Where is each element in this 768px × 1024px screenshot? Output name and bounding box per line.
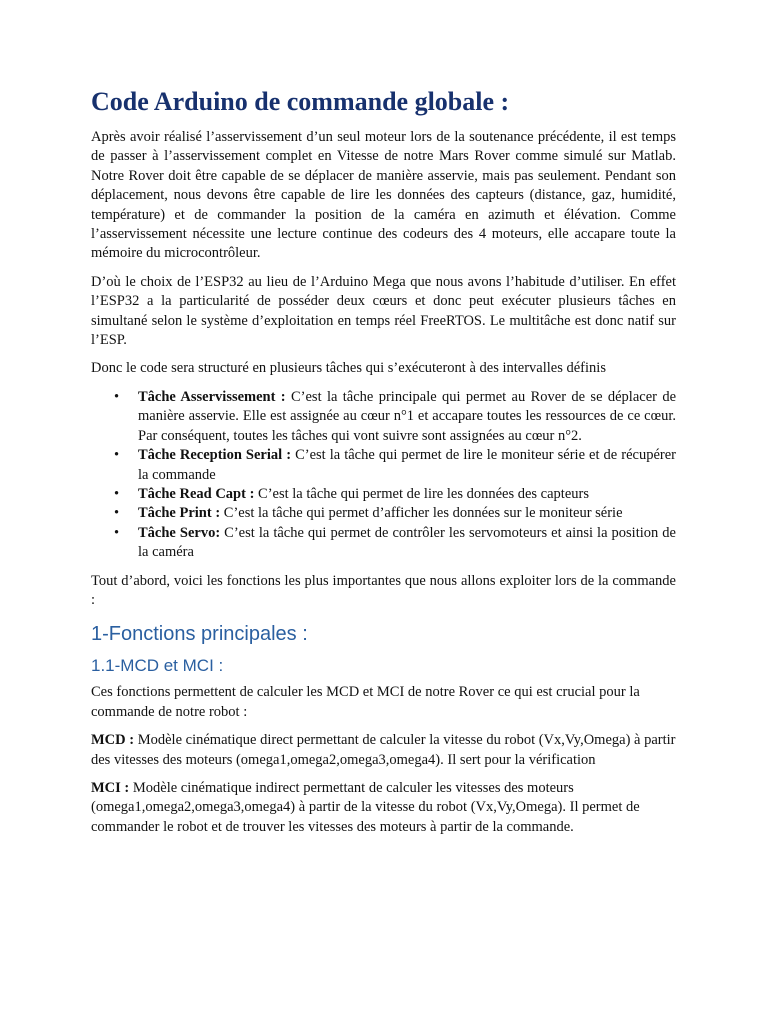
task-item-print — [114, 504, 676, 523]
task-name: Tâche Asservissement : — [138, 388, 286, 405]
task-description: C’est la tâche qui permet de contrôler les servomoteurs et ainsi la position de la caméra — [138, 524, 676, 561]
task-item-servo — [114, 524, 676, 563]
intro-paragraph-3: Donc le code sera structuré en plusieurs tâches qui s’exécuteront à des intervalles définis — [91, 360, 606, 377]
task-description: C’est la tâche qui permet de lire le moniteur série et de récupérer la commande — [138, 447, 676, 483]
task-description: C’est la tâche principale qui permet au Rover de se déplacer de manière asservie. Elle est assignée au cœur n°1 et accapare toutes les ressources de ce cœur. Par conséquent, toutes les tâches qui vont suivre sont assignées au cœur n°2. — [138, 388, 677, 444]
task-item-read-capt — [114, 485, 676, 504]
task-description: C’est la tâche qui permet d’afficher les données sur le moniteur série — [220, 505, 623, 522]
mci-description: Modèle cinématique indirect permettant de calculer les vitesses des moteurs (omega1,omega2,omega3,omega4) à partir de la vitesse du robot (Vx,Vy,Omega). Il permet de commander le robot et de trouver les vitesses des moteurs à partir de la commande. — [91, 779, 640, 835]
mcd-description: Modèle cinématique direct permettant de calculer la vitesse du robot (Vx,Vy,Omega) à partir des vitesses des moteurs (omega1,omega2,omega3,omega4). Il sert pour la vérification — [91, 732, 676, 768]
task-item-reception-serial — [114, 446, 676, 485]
task-name: Tâche Servo: — [138, 524, 221, 541]
task-list — [91, 388, 676, 563]
mcd-mci-intro-paragraph: Ces fonctions permettent de calculer les MCD et MCI de notre Rover ce qui est crucial pour la commande de notre robot : — [91, 684, 640, 720]
bullet-icon: • — [114, 524, 120, 541]
task-description: C’est la tâche qui permet de lire les données des capteurs — [254, 485, 589, 502]
bullet-icon: • — [114, 485, 120, 502]
mci-term: MCI : — [91, 779, 130, 796]
mcd-definition — [91, 731, 676, 770]
intro-paragraph-2: D’où le choix de l’ESP32 au lieu de l’Arduino Mega que nous avons l’habitude d’utiliser. En effet l’ESP32 a la particularité de posséder deux cœurs et donc peut exécuter plusieurs tâches en simultané selon le système d’exploitation en temps réel FreeRTOS. Le multitâche est donc natif sur l’ESP. — [91, 273, 676, 349]
subsection-heading-mcd-mci: 1.1-MCD et MCI : — [91, 656, 224, 676]
intro-paragraph-1: Après avoir réalisé l’asservissement d’un seul moteur lors de la soutenance précédente, il est temps de passer à l’asservissement complet en Vitesse de notre Mars Rover comme simulé sur Matlab. Notre Rover doit être capable de se déplacer de manière asservie, mais pas seulement. Pendant son déplacement, nous devons être capable de lire les données des capteurs (distance, gaz, humidité, température) et de commander la position de la caméra en azimuth et élévation. Comme l’asservissement nécessite une lecture continue des codeurs des 4 moteurs, elle accapare toute la mémoire du microcontrôleur. — [91, 129, 676, 262]
section-heading-fonctions-principales: 1-Fonctions principales : — [91, 623, 308, 646]
document-page — [91, 86, 676, 846]
page-title: Code Arduino de commande globale : — [91, 87, 510, 116]
mcd-term: MCD : — [91, 732, 135, 749]
bullet-icon: • — [114, 505, 120, 522]
task-name: Tâche Read Capt : — [138, 485, 255, 502]
mci-definition — [91, 779, 676, 837]
task-name: Tâche Reception Serial : — [138, 447, 292, 464]
bullet-icon: • — [114, 388, 120, 405]
task-name: Tâche Print : — [138, 505, 221, 522]
intro-paragraph-4: Tout d’abord, voici les fonctions les plus importantes que nous allons exploiter lors de la commande : — [91, 572, 676, 608]
bullet-icon: • — [114, 447, 120, 464]
task-item-asservissement — [114, 388, 677, 446]
